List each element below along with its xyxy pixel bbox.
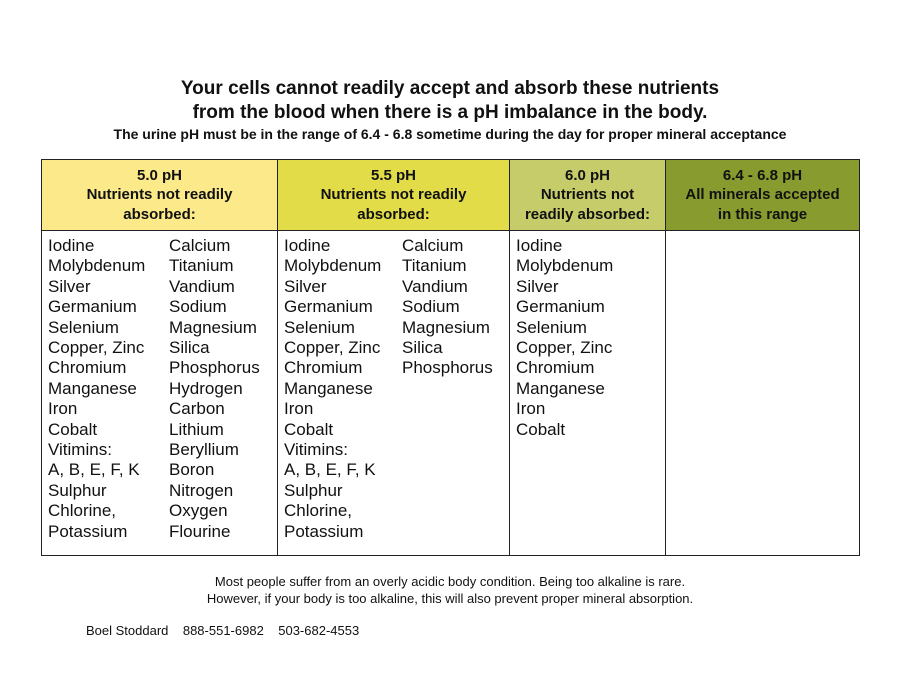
column-header-ph-6-4-6-8 xyxy=(666,160,860,231)
header-ph-value: 5.5 pH xyxy=(370,166,416,184)
nutrient-item: Copper, Zinc xyxy=(516,338,613,358)
column-header-ph-5-0 xyxy=(42,160,278,231)
nutrient-item: Phosphorus xyxy=(169,358,260,378)
table-header-row xyxy=(42,160,860,231)
nutrient-item: Vandium xyxy=(169,276,235,296)
nutrient-item: Sulphur xyxy=(48,480,107,500)
nutrient-item: Chromium xyxy=(516,358,595,378)
nutrient-item: Iron xyxy=(48,399,78,419)
nutrient-item: Nitrogen xyxy=(169,480,234,500)
header-description: readily absorbed: xyxy=(524,205,651,223)
nutrient-item: Vandium xyxy=(402,276,468,296)
nutrient-item: Silica xyxy=(402,338,443,358)
nutrient-list xyxy=(284,236,402,542)
nutrient-item: Molybdenum xyxy=(284,256,382,276)
nutrient-item: Silica xyxy=(169,338,210,358)
nutrient-item: Cobalt xyxy=(48,419,98,439)
table-body-row xyxy=(42,231,860,556)
nutrient-item: Potassium xyxy=(284,521,364,541)
nutrient-item: Magnesium xyxy=(169,317,257,337)
nutrient-item: Chromium xyxy=(48,358,127,378)
nutrient-item: Sodium xyxy=(169,297,227,317)
page-title-line-2: from the blood when there is a pH imbalance in the body. xyxy=(192,102,708,123)
nutrient-item: Molybdenum xyxy=(516,256,614,276)
header-ph-value: 6.4 - 6.8 pH xyxy=(722,166,803,184)
nutrient-item: Cobalt xyxy=(516,419,566,439)
footer-note-line-1: Most people suffer from an overly acidic body condition. Being too alkaline is rare. xyxy=(214,574,686,589)
nutrients-cell-ph-6-0 xyxy=(510,231,666,556)
nutrient-item: A, B, E, F, K xyxy=(48,460,140,480)
nutrient-item: Germanium xyxy=(284,297,373,317)
nutrient-item: Magnesium xyxy=(402,317,490,337)
nutrient-item: Sodium xyxy=(402,297,460,317)
nutrient-item: Selenium xyxy=(516,317,587,337)
nutrient-item: Vitimins: xyxy=(48,440,112,460)
nutrient-item: Silver xyxy=(48,276,91,296)
nutrient-item: Selenium xyxy=(284,317,355,337)
nutrient-item: Germanium xyxy=(516,297,605,317)
nutrient-list xyxy=(516,236,613,440)
nutrient-item: Calcium xyxy=(169,236,231,255)
header-description: Nutrients not readily xyxy=(320,186,467,204)
nutrient-item: Oxygen xyxy=(169,501,228,521)
nutrient-item: Manganese xyxy=(48,378,137,398)
nutrient-item: Iodine xyxy=(516,236,563,255)
nutrient-item: Calcium xyxy=(402,236,464,255)
nutrient-item: Iodine xyxy=(48,236,95,255)
nutrient-item: Phosphorus xyxy=(402,358,493,378)
column-header-ph-6-0 xyxy=(510,160,666,231)
nutrients-cell-ph-6-4-6-8 xyxy=(666,231,860,556)
contact-info: Boel Stoddard 888-551-6982 503-682-4553 xyxy=(86,623,360,638)
nutrient-item: Boron xyxy=(169,460,215,480)
header-description: Nutrients not xyxy=(540,186,635,204)
nutrient-item: Hydrogen xyxy=(169,378,243,398)
header-ph-value: 6.0 pH xyxy=(564,166,610,184)
nutrient-item: Carbon xyxy=(169,399,225,419)
column-header-ph-5-5 xyxy=(278,160,510,231)
nutrient-item: Iodine xyxy=(284,236,331,255)
nutrient-item: Silver xyxy=(284,276,327,296)
nutrient-item: Titanium xyxy=(402,256,467,276)
nutrient-item: A, B, E, F, K xyxy=(284,460,376,480)
nutrient-item: Beryllium xyxy=(169,440,239,460)
nutrient-item: Chromium xyxy=(284,358,363,378)
header-description: in this range xyxy=(717,205,808,223)
nutrient-item: Selenium xyxy=(48,317,119,337)
nutrient-item: Manganese xyxy=(516,378,605,398)
nutrient-item: Chlorine, xyxy=(284,501,353,521)
header-description: All minerals accepted xyxy=(685,186,840,204)
ph-nutrient-table xyxy=(41,159,860,556)
nutrient-item: Vitimins: xyxy=(284,440,348,460)
nutrient-item: Copper, Zinc xyxy=(48,338,145,358)
nutrient-item: Sulphur xyxy=(284,480,343,500)
nutrient-item: Potassium xyxy=(48,521,128,541)
nutrient-item: Lithium xyxy=(169,419,224,439)
header-description: absorbed: xyxy=(123,205,196,223)
nutrient-list xyxy=(48,236,169,542)
nutrients-cell-ph-5-5 xyxy=(278,231,510,556)
nutrient-item: Germanium xyxy=(48,297,137,317)
nutrient-item: Cobalt xyxy=(284,419,334,439)
nutrient-item: Titanium xyxy=(169,256,234,276)
page-title-line-1: Your cells cannot readily accept and absorb these nutrients xyxy=(180,78,720,99)
nutrient-item: Iron xyxy=(516,399,546,419)
nutrient-item: Molybdenum xyxy=(48,256,146,276)
header-ph-value: 5.0 pH xyxy=(136,166,182,184)
header-description: absorbed: xyxy=(357,205,430,223)
nutrient-list xyxy=(402,236,493,379)
footer-note-line-2: However, if your body is too alkaline, this will also prevent proper mineral absorption. xyxy=(206,591,694,606)
page-subtitle: The urine pH must be in the range of 6.4 - 6.8 sometime during the day for proper mineral acceptance xyxy=(113,126,787,142)
nutrient-item: Manganese xyxy=(284,378,373,398)
nutrient-list xyxy=(169,236,260,542)
header-description: Nutrients not readily xyxy=(86,186,233,204)
nutrient-item: Silver xyxy=(516,276,559,296)
nutrient-item: Chlorine, xyxy=(48,501,117,521)
nutrient-item: Flourine xyxy=(169,521,231,541)
nutrients-cell-ph-5-0 xyxy=(42,231,278,556)
nutrient-item: Copper, Zinc xyxy=(284,338,381,358)
nutrient-item: Iron xyxy=(284,399,314,419)
